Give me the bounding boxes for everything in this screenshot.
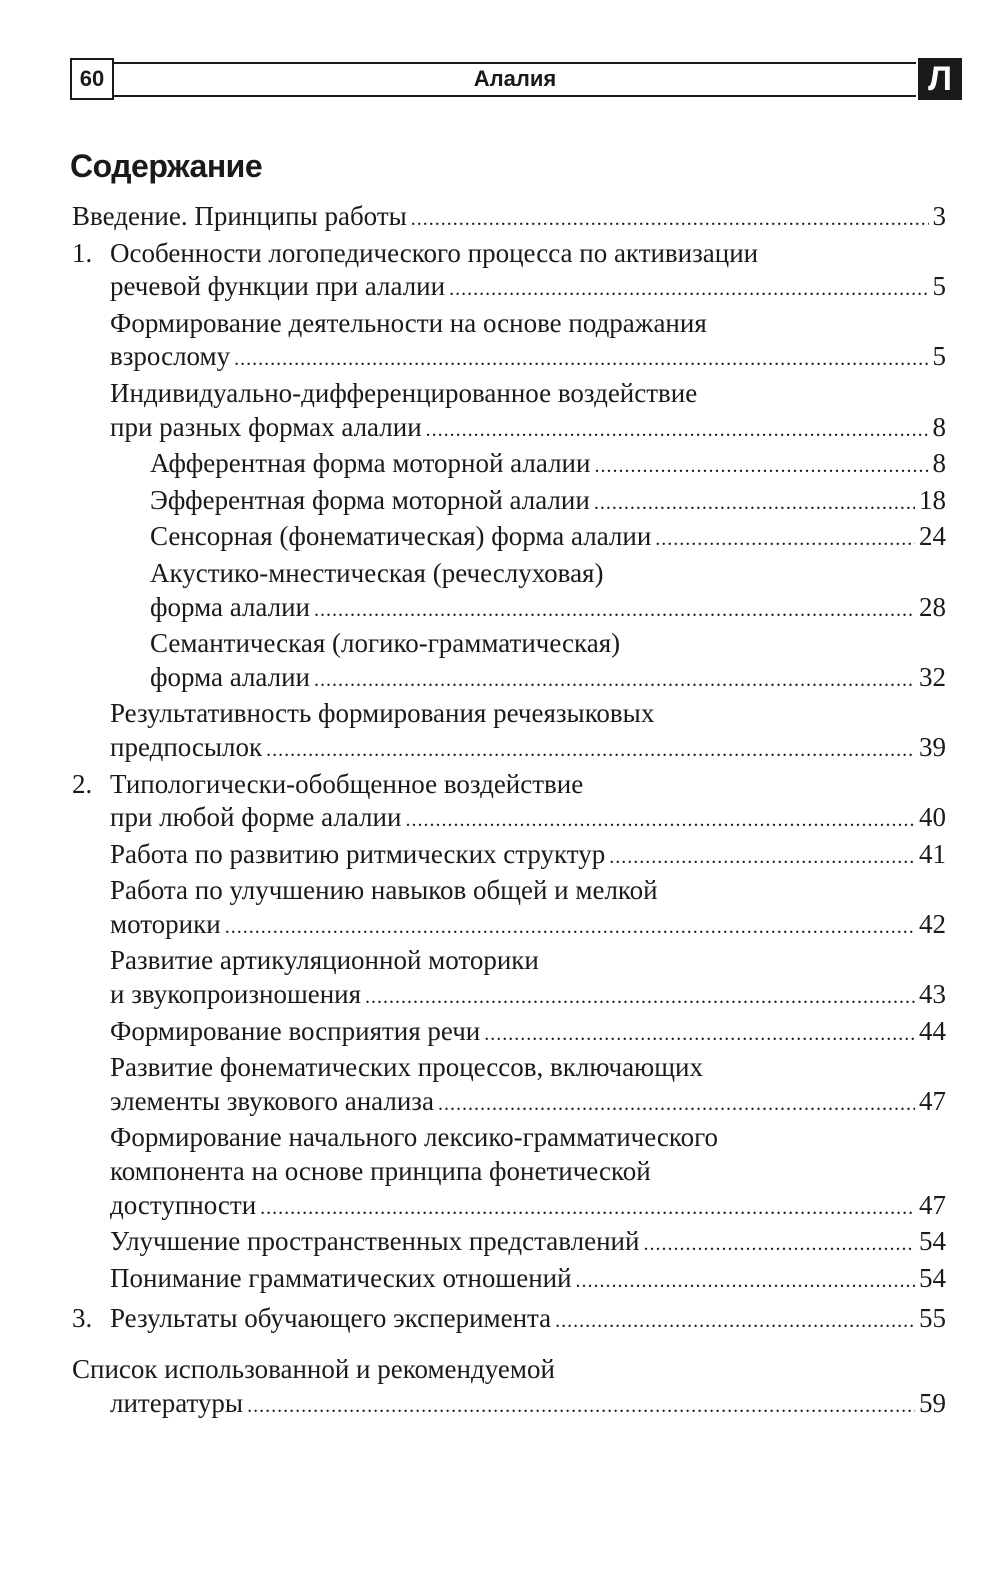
dot-leader [438,1088,915,1122]
dot-leader [484,1018,915,1052]
toc-entry [72,377,946,447]
toc-entry-text: литературы [110,1387,244,1418]
chapter-number: 1. [72,237,93,268]
toc-page-number: 47 [919,1085,946,1116]
toc-entry-text: предпосылок [110,731,263,762]
toc-line [110,874,946,908]
toc-line [150,557,946,591]
toc-line [110,697,946,731]
toc-entry-text: форма алалии [150,591,311,622]
toc-entry-text: компонента на основе принципа фонетической [110,1156,651,1187]
toc-entry-chapter-2 [72,768,946,838]
toc-page-number: 8 [932,411,946,442]
dot-leader [594,487,915,521]
table-of-contents [72,200,946,1423]
dot-leader [643,1228,915,1262]
toc-page-number: 41 [919,838,946,869]
toc-line [110,768,946,802]
toc-page-number: 5 [932,341,946,372]
toc-entry-text: форма алалии [150,661,311,692]
toc-line [110,377,946,411]
toc-entry [72,447,946,484]
toc-line [110,237,946,271]
section-letter-tab: Л [918,58,962,100]
toc-line [150,627,946,661]
toc-page-number: 28 [919,591,946,622]
toc-entry-text: Работа по улучшению навыков общей и мелкой [110,875,658,906]
toc-page-number: 54 [919,1226,946,1257]
toc-entry [72,307,946,377]
toc-line [150,484,946,521]
toc-line [150,520,946,557]
toc-entry-text: Формирование деятельности на основе подражания [110,307,707,338]
toc-entry [72,874,946,944]
toc-page-number: 5 [932,271,946,302]
toc-entry-text: Список использованной и рекомендуемой [72,1354,555,1384]
toc-entry-text: Работа по развитию ритмических структур [110,838,606,869]
toc-entry-text: Результативность формирования речеязыковых [110,698,655,729]
running-title: Алалия [473,66,557,91]
toc-entry-text: Афферентная форма моторной алалии [150,448,591,479]
toc-line [110,270,946,307]
toc-line [110,1121,946,1155]
dot-leader [247,1390,915,1424]
toc-line [110,944,946,978]
toc-entry [72,1225,946,1262]
toc-entry-text: при любой форме алалии [110,802,402,833]
toc-entry-text: Развитие фонематических процессов, включающих [110,1052,703,1083]
toc-entry-text: Семантическая (логико-грамматическая) [150,628,621,659]
toc-entry-text: Акустико-мнестическая (речеслуховая) [150,557,604,588]
dot-leader [576,1265,915,1299]
page-number: 60 [70,58,114,100]
toc-entry [72,1262,946,1299]
dot-leader [314,664,915,698]
toc-page-number: 18 [919,484,946,515]
chapter-number: 3. [72,1303,93,1334]
dot-leader [365,981,915,1015]
toc-line [110,411,946,448]
toc-title: Содержание [70,148,263,184]
toc-entry [72,944,946,1014]
toc-entry-text: доступности [110,1189,257,1220]
toc-line [110,731,946,768]
toc-line [110,838,946,875]
toc-page-number: 47 [919,1189,946,1220]
toc-page-number: 44 [919,1015,946,1046]
toc-entry-text: Эфферентная форма моторной алалии [150,484,590,515]
dot-leader [655,523,915,557]
dot-leader [449,273,928,307]
toc-entry [72,557,946,627]
toc-page-number: 42 [919,908,946,939]
toc-entry [72,1015,946,1052]
dot-leader [594,450,928,484]
toc-entry-introduction [72,200,946,237]
toc-entry-text: Улучшение пространственных представлений [110,1226,640,1257]
toc-line [110,1225,946,1262]
toc-line [110,1085,946,1122]
toc-entry [72,484,946,521]
dot-leader [426,414,929,448]
toc-entry [72,1051,946,1121]
dot-leader [260,1192,915,1226]
dot-leader [266,734,915,768]
toc-page-number: 54 [919,1262,946,1293]
dot-leader [411,203,929,237]
toc-entry-text: Особенности логопедического процесса по активизации [110,237,759,268]
dot-leader [555,1305,915,1339]
toc-page-number: 24 [919,521,946,552]
toc-entry-text: моторики [110,908,221,939]
toc-entry-text: Развитие артикуляционной моторики [110,945,539,976]
toc-entry-text: Формирование начального лексико-грамматического [110,1122,719,1153]
toc-page-number: 3 [932,201,946,231]
toc-entry [72,697,946,767]
toc-entry-text: Формирование восприятия речи [110,1015,481,1046]
running-header [70,58,962,102]
toc-page-number: 8 [932,448,946,479]
dot-leader [405,804,915,838]
toc-page-number: 55 [919,1303,946,1334]
toc-line [72,1353,946,1387]
toc-page-number: 32 [919,661,946,692]
toc-line [110,1189,946,1226]
toc-entry [72,627,946,697]
toc-entry-text: при разных формах алалии [110,411,422,442]
toc-page-number: 40 [919,802,946,833]
header-rule-bottom [114,95,916,97]
toc-line [72,200,946,237]
toc-entry [72,1121,946,1225]
toc-entry [72,838,946,875]
toc-entry-bibliography [72,1353,946,1423]
toc-line [150,661,946,698]
toc-line [110,978,946,1015]
dot-leader [314,594,915,628]
toc-entry-text: элементы звукового анализа [110,1085,434,1116]
toc-page-number: 43 [919,979,946,1010]
chapter-number: 2. [72,768,93,799]
dot-leader [609,841,915,875]
toc-entry-text: Результаты обучающего эксперимента [110,1303,552,1334]
toc-page-number: 39 [919,731,946,762]
toc-line [110,801,946,838]
toc-line [110,908,946,945]
toc-entry [72,520,946,557]
toc-entry-text: взрослому [110,341,231,372]
toc-line [150,447,946,484]
toc-entry-text: и звукопроизношения [110,979,362,1010]
toc-entry-text: Введение. Принципы работы [72,201,407,231]
toc-entry-chapter-1 [72,237,946,307]
toc-line [110,1302,946,1339]
toc-line [110,1262,946,1299]
toc-line [110,340,946,377]
toc-entry-text: Индивидуально-дифференцированное воздействие [110,377,698,408]
toc-entry-chapter-3 [72,1302,946,1339]
toc-line [110,1155,946,1189]
dot-leader [225,911,915,945]
dot-leader [234,343,928,377]
toc-line [150,591,946,628]
toc-entry-text: Сенсорная (фонематическая) форма алалии [150,521,652,552]
toc-entry-text: Понимание грамматических отношений [110,1262,572,1293]
toc-entry-text: Типологически-обобщенное воздействие [110,768,584,799]
toc-line [110,1051,946,1085]
toc-line [72,1387,946,1424]
toc-entry-text: речевой функции при алалии [110,271,446,302]
toc-line [110,307,946,341]
toc-page-number: 59 [919,1387,946,1418]
toc-line [110,1015,946,1052]
